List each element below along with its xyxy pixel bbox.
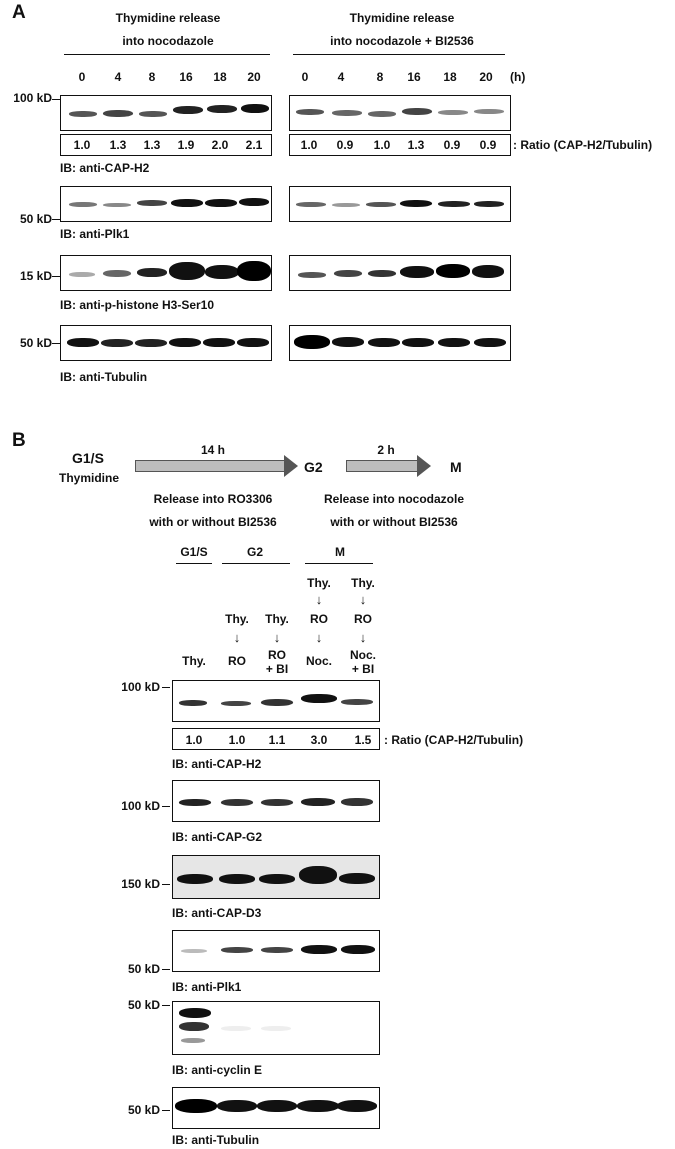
band (137, 200, 167, 206)
arrow-head (417, 455, 431, 477)
blot-tubulin-left (60, 325, 272, 361)
blot-cap-h2-left (60, 95, 272, 131)
band (334, 270, 362, 277)
lane-label-noc: Noc. (305, 654, 333, 668)
band (181, 1038, 205, 1043)
timepoint-label: 18 (443, 70, 457, 84)
down-arrow-icon: ↓ (315, 630, 323, 645)
band (135, 339, 167, 347)
down-arrow-icon: ↓ (273, 630, 281, 645)
band (261, 1026, 291, 1031)
group-g2: G2 (246, 545, 264, 559)
blot-ph3-left (60, 255, 272, 291)
blot-tubulin-right (289, 325, 511, 361)
band (237, 261, 271, 281)
mw-marker: 50 kD (19, 212, 52, 226)
lane-label-plus-bi: + BI (265, 662, 289, 676)
band (332, 110, 362, 116)
band (301, 694, 337, 703)
ratio-value: 1.0 (300, 138, 318, 152)
ratio-value: 0.9 (443, 138, 461, 152)
band (257, 1100, 297, 1112)
group2-title-line1: Thymidine release (349, 11, 455, 25)
ratio-value: 0.9 (479, 138, 497, 152)
group-underline (176, 563, 212, 564)
thymidine-label: Thymidine (59, 471, 120, 485)
band (337, 1100, 377, 1112)
blot-label: IB: anti-Tubulin (172, 1133, 260, 1147)
blot-b-cyclin-e (172, 1001, 380, 1055)
band (169, 338, 201, 347)
band (241, 104, 269, 113)
band (173, 106, 203, 114)
down-arrow-icon: ↓ (359, 630, 367, 645)
timepoint-label: 20 (247, 70, 261, 84)
lane-label-thy: Thy. (307, 576, 331, 590)
band (103, 203, 131, 207)
stage-m: M (450, 459, 462, 475)
lane-label-plus-bi: + BI (351, 662, 375, 676)
mw-tick (162, 806, 170, 807)
blot-label: IB: anti-Plk1 (60, 227, 130, 241)
ratio-value: 1.3 (407, 138, 425, 152)
band (221, 1026, 251, 1031)
lane-label-noc: Noc. (349, 648, 377, 662)
blot-b-cap-h2 (172, 680, 380, 722)
blot-label: IB: anti-p-histone H3-Ser10 (60, 298, 215, 312)
panel-a-letter: A (12, 2, 26, 23)
band (139, 111, 167, 117)
band (179, 799, 211, 806)
mw-marker: 50 kD (19, 336, 52, 350)
band (239, 198, 269, 206)
band (402, 338, 434, 347)
timepoint-label: 0 (78, 70, 86, 84)
band (261, 947, 293, 953)
band (341, 699, 373, 705)
ratio-value: 1.9 (177, 138, 195, 152)
band (207, 105, 237, 113)
ratio-value: 0.9 (336, 138, 354, 152)
ratio-value: 2.0 (211, 138, 229, 152)
ratio-value: 1.0 (373, 138, 391, 152)
band (221, 701, 251, 706)
mw-marker: 150 kD (121, 877, 160, 891)
release1-line2: with or without BI2536 (149, 515, 277, 529)
band (474, 201, 504, 207)
arrow-head (284, 455, 298, 477)
blot-label: IB: anti-Tubulin (60, 370, 148, 384)
band (103, 110, 133, 117)
blot-cap-h2-right (289, 95, 511, 131)
band (69, 272, 95, 277)
group1-title-line2: into nocodazole (122, 34, 214, 48)
mw-tick (162, 969, 170, 970)
down-arrow-icon: ↓ (359, 592, 367, 607)
panel-b-letter: B (12, 430, 26, 451)
ratio-box-left (60, 134, 272, 156)
blot-label: IB: anti-CAP-G2 (172, 830, 262, 844)
mw-marker: 100 kD (13, 91, 52, 105)
mw-marker: 50 kD (127, 998, 160, 1012)
band (400, 200, 432, 207)
band (332, 337, 364, 347)
lane-label-ro: RO (354, 612, 372, 626)
band (259, 874, 295, 884)
ratio-value: 2.1 (245, 138, 263, 152)
band (368, 111, 396, 117)
band (368, 338, 400, 347)
mw-tick (52, 276, 60, 277)
ratio-value: 1.5 (354, 733, 372, 747)
band (175, 1099, 217, 1113)
ratio-value: 1.1 (268, 733, 286, 747)
band (368, 270, 396, 277)
ratio-value: 1.3 (143, 138, 161, 152)
band (341, 798, 373, 806)
timepoint-label: 4 (337, 70, 345, 84)
band (332, 203, 360, 207)
band (205, 265, 239, 279)
group-g1s: G1/S (180, 545, 208, 559)
mw-tick (52, 343, 60, 344)
band (137, 268, 167, 277)
band (169, 262, 205, 280)
mw-marker: 100 kD (121, 680, 160, 694)
timepoint-label: 16 (179, 70, 193, 84)
lane-label-thy: Thy. (351, 576, 375, 590)
blot-label: IB: anti-Plk1 (172, 980, 242, 994)
band (400, 266, 434, 278)
band (341, 945, 375, 954)
mw-tick (162, 1110, 170, 1111)
band (103, 270, 131, 277)
blot-ph3-right (289, 255, 511, 291)
band (203, 338, 235, 347)
band (179, 1008, 211, 1018)
lane-label-ro: RO (228, 654, 246, 668)
blot-b-tubulin (172, 1087, 380, 1129)
lane-label-thy: Thy. (182, 654, 206, 668)
mw-marker: 50 kD (127, 1103, 160, 1117)
band (171, 199, 203, 207)
blot-b-plk1 (172, 930, 380, 972)
band (297, 1100, 339, 1112)
ratio-value: 1.0 (228, 733, 246, 747)
ratio-value: 1.0 (185, 733, 203, 747)
blot-label: IB: anti-CAP-H2 (60, 161, 150, 175)
band (438, 201, 470, 207)
band (67, 338, 99, 347)
timepoint-label: 20 (479, 70, 493, 84)
band (438, 110, 468, 115)
ratio-value: 3.0 (310, 733, 328, 747)
band (261, 799, 293, 806)
ratio-value: 1.3 (109, 138, 127, 152)
mw-tick (162, 687, 170, 688)
group1-title-line1: Thymidine release (115, 11, 221, 25)
band (179, 700, 207, 706)
group-underline (305, 563, 373, 564)
band (339, 873, 375, 884)
release1-line1: Release into RO3306 (153, 492, 273, 506)
band (366, 202, 396, 207)
band (402, 108, 432, 115)
band (261, 699, 293, 706)
ratio-box-right (289, 134, 511, 156)
band (237, 338, 269, 347)
mw-marker: 100 kD (121, 799, 160, 813)
blot-label: IB: anti-CAP-H2 (172, 757, 262, 771)
band (221, 799, 253, 806)
timepoint-label: 8 (376, 70, 384, 84)
timepoint-label: 16 (407, 70, 421, 84)
timepoint-label: 0 (301, 70, 309, 84)
group1-underline (64, 54, 270, 55)
band (301, 945, 337, 954)
band (474, 338, 506, 347)
release2-line2: with or without BI2536 (330, 515, 458, 529)
lane-label-thy: Thy. (225, 612, 249, 626)
band (298, 272, 326, 278)
duration-14h: 14 h (200, 443, 226, 457)
timepoint-label: 4 (114, 70, 122, 84)
arrow-g1s-to-g2 (135, 460, 285, 472)
band (217, 1100, 257, 1112)
band (299, 866, 337, 884)
band (181, 949, 207, 953)
band (69, 202, 97, 207)
blot-plk1-right (289, 186, 511, 222)
lane-label-thy: Thy. (265, 612, 289, 626)
stage-g1s: G1/S (72, 450, 104, 466)
mw-marker: 50 kD (127, 962, 160, 976)
band (474, 109, 504, 114)
blot-b-cap-g2 (172, 780, 380, 822)
time-unit: (h) (510, 70, 526, 84)
group-m: M (335, 545, 345, 559)
blot-label: IB: anti-CAP-D3 (172, 906, 262, 920)
group2-title-line2: into nocodazole + BI2536 (330, 34, 474, 48)
band (101, 339, 133, 347)
arrow-g2-to-m (346, 460, 418, 472)
band (205, 199, 237, 207)
group-underline (222, 563, 290, 564)
band (177, 874, 213, 884)
down-arrow-icon: ↓ (315, 592, 323, 607)
ratio-value: 1.0 (73, 138, 91, 152)
timepoint-label: 8 (148, 70, 156, 84)
band (301, 798, 335, 806)
timepoint-label: 18 (213, 70, 227, 84)
band (436, 264, 470, 278)
blot-b-cap-d3 (172, 855, 380, 899)
down-arrow-icon: ↓ (233, 630, 241, 645)
ratio-label: : Ratio (CAP-H2/Tubulin) (513, 138, 653, 152)
band (221, 947, 253, 953)
band (296, 109, 324, 115)
mw-tick (52, 99, 60, 100)
band (219, 874, 255, 884)
mw-tick (162, 1005, 170, 1006)
release2-line1: Release into nocodazole (323, 492, 465, 506)
ratio-label: : Ratio (CAP-H2/Tubulin) (384, 733, 524, 747)
duration-2h: 2 h (377, 443, 395, 457)
stage-g2: G2 (304, 459, 323, 475)
band (438, 338, 470, 347)
mw-tick (162, 884, 170, 885)
group2-underline (293, 54, 505, 55)
band (296, 202, 326, 207)
lane-label-ro: RO (310, 612, 328, 626)
blot-plk1-left (60, 186, 272, 222)
band (69, 111, 97, 117)
blot-label: IB: anti-cyclin E (172, 1063, 263, 1077)
mw-marker: 15 kD (19, 269, 52, 283)
band (294, 335, 330, 349)
lane-label-ro: RO (268, 648, 286, 662)
band (179, 1022, 209, 1031)
mw-tick (52, 219, 60, 220)
band (472, 265, 504, 278)
